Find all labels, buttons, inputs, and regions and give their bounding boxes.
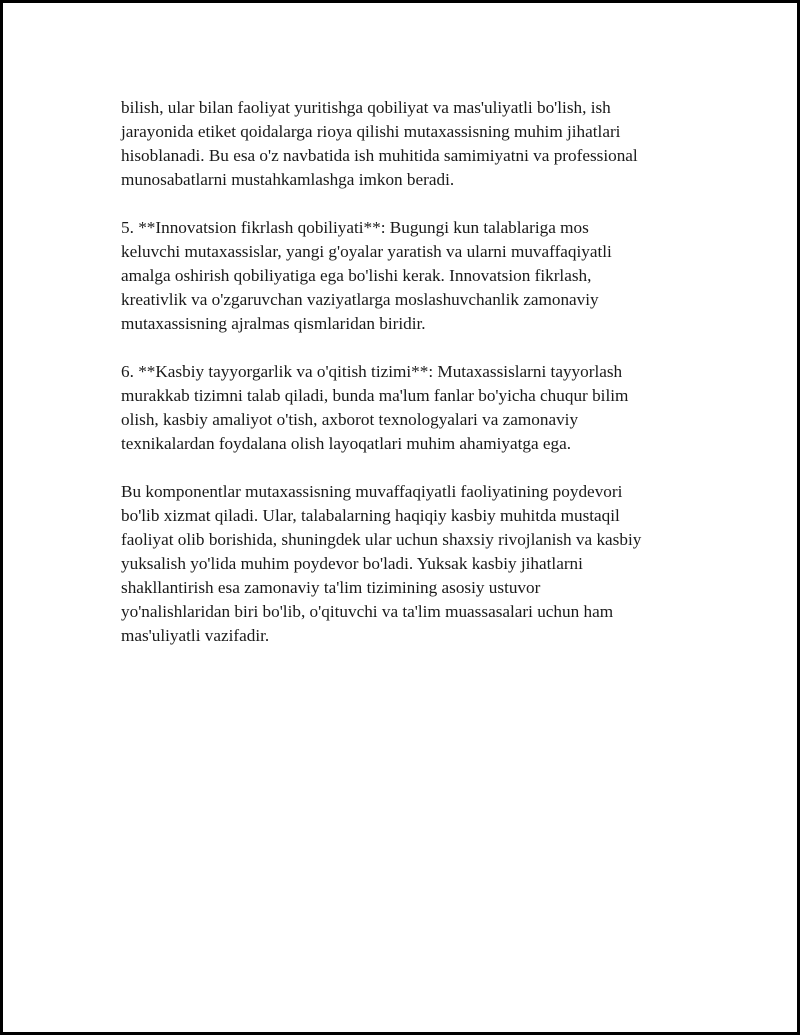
- text-line: hisoblanadi. Bu esa o'z navbatida ish muhitida samimiyatni va professional: [121, 146, 638, 165]
- paragraph-intro-continuation: [121, 96, 701, 192]
- text-line: 6. **Kasbiy tayyorgarlik va o'qitish tizimi**: Mutaxassislarni tayyorlash: [121, 362, 623, 381]
- text-line: mutaxassisning ajralmas qismlaridan biridir.: [121, 314, 426, 333]
- text-line: jarayonida etiket qoidalarga rioya qilishi mutaxassisning muhim jihatlari: [121, 122, 621, 141]
- text-line: murakkab tizimni talab qiladi, bunda ma'lum fanlar bo'yicha chuqur bilim: [121, 386, 629, 405]
- text-line: kreativlik va o'zgaruvchan vaziyatlarga moslashuvchanlik zamonaviy: [121, 290, 599, 309]
- paragraph-innovative-thinking: [121, 216, 701, 336]
- text-line: olish, kasbiy amaliyot o'tish, axborot texnologyalari va zamonaviy: [121, 410, 579, 429]
- text-line: munosabatlarni mustahkamlashga imkon beradi.: [121, 170, 455, 189]
- text-line: 5. **Innovatsion fikrlash qobiliyati**: Bugungi kun talablariga mos: [121, 218, 589, 237]
- text-line: keluvchi mutaxassislar, yangi g'oyalar yaratish va ularni muvaffaqiyatli: [121, 242, 612, 261]
- text-line: bilish, ular bilan faoliyat yuritishga qobiliyat va mas'uliyatli bo'lish, ish: [121, 98, 611, 117]
- text-line: shakllantirish esa zamonaviy ta'lim tizimining asosiy ustuvor: [121, 578, 541, 597]
- text-line: yo'nalishlaridan biri bo'lib, o'qituvchi va ta'lim muassasalari uchun ham: [121, 602, 614, 621]
- text-line: mas'uliyatli vazifadir.: [121, 626, 270, 645]
- text-line: texnikalardan foydalana olish layoqatlari muhim ahamiyatga ega.: [121, 434, 572, 453]
- text-line: yuksalish yo'lida muhim poydevor bo'ladi. Yuksak kasbiy jihatlarni: [121, 554, 583, 573]
- document-body: [121, 96, 701, 672]
- paragraph-conclusion: [121, 480, 701, 648]
- text-line: amalga oshirish qobiliyatiga ega bo'lishi kerak. Innovatsion fikrlash,: [121, 266, 592, 285]
- paragraph-professional-training: [121, 360, 701, 456]
- text-line: Bu komponentlar mutaxassisning muvaffaqiyatli faoliyatining poydevori: [121, 482, 623, 501]
- text-line: faoliyat olib borishida, shuningdek ular uchun shaxsiy rivojlanish va kasbiy: [121, 530, 642, 549]
- text-line: bo'lib xizmat qiladi. Ular, talabalarning haqiqiy kasbiy muhitda mustaqil: [121, 506, 620, 525]
